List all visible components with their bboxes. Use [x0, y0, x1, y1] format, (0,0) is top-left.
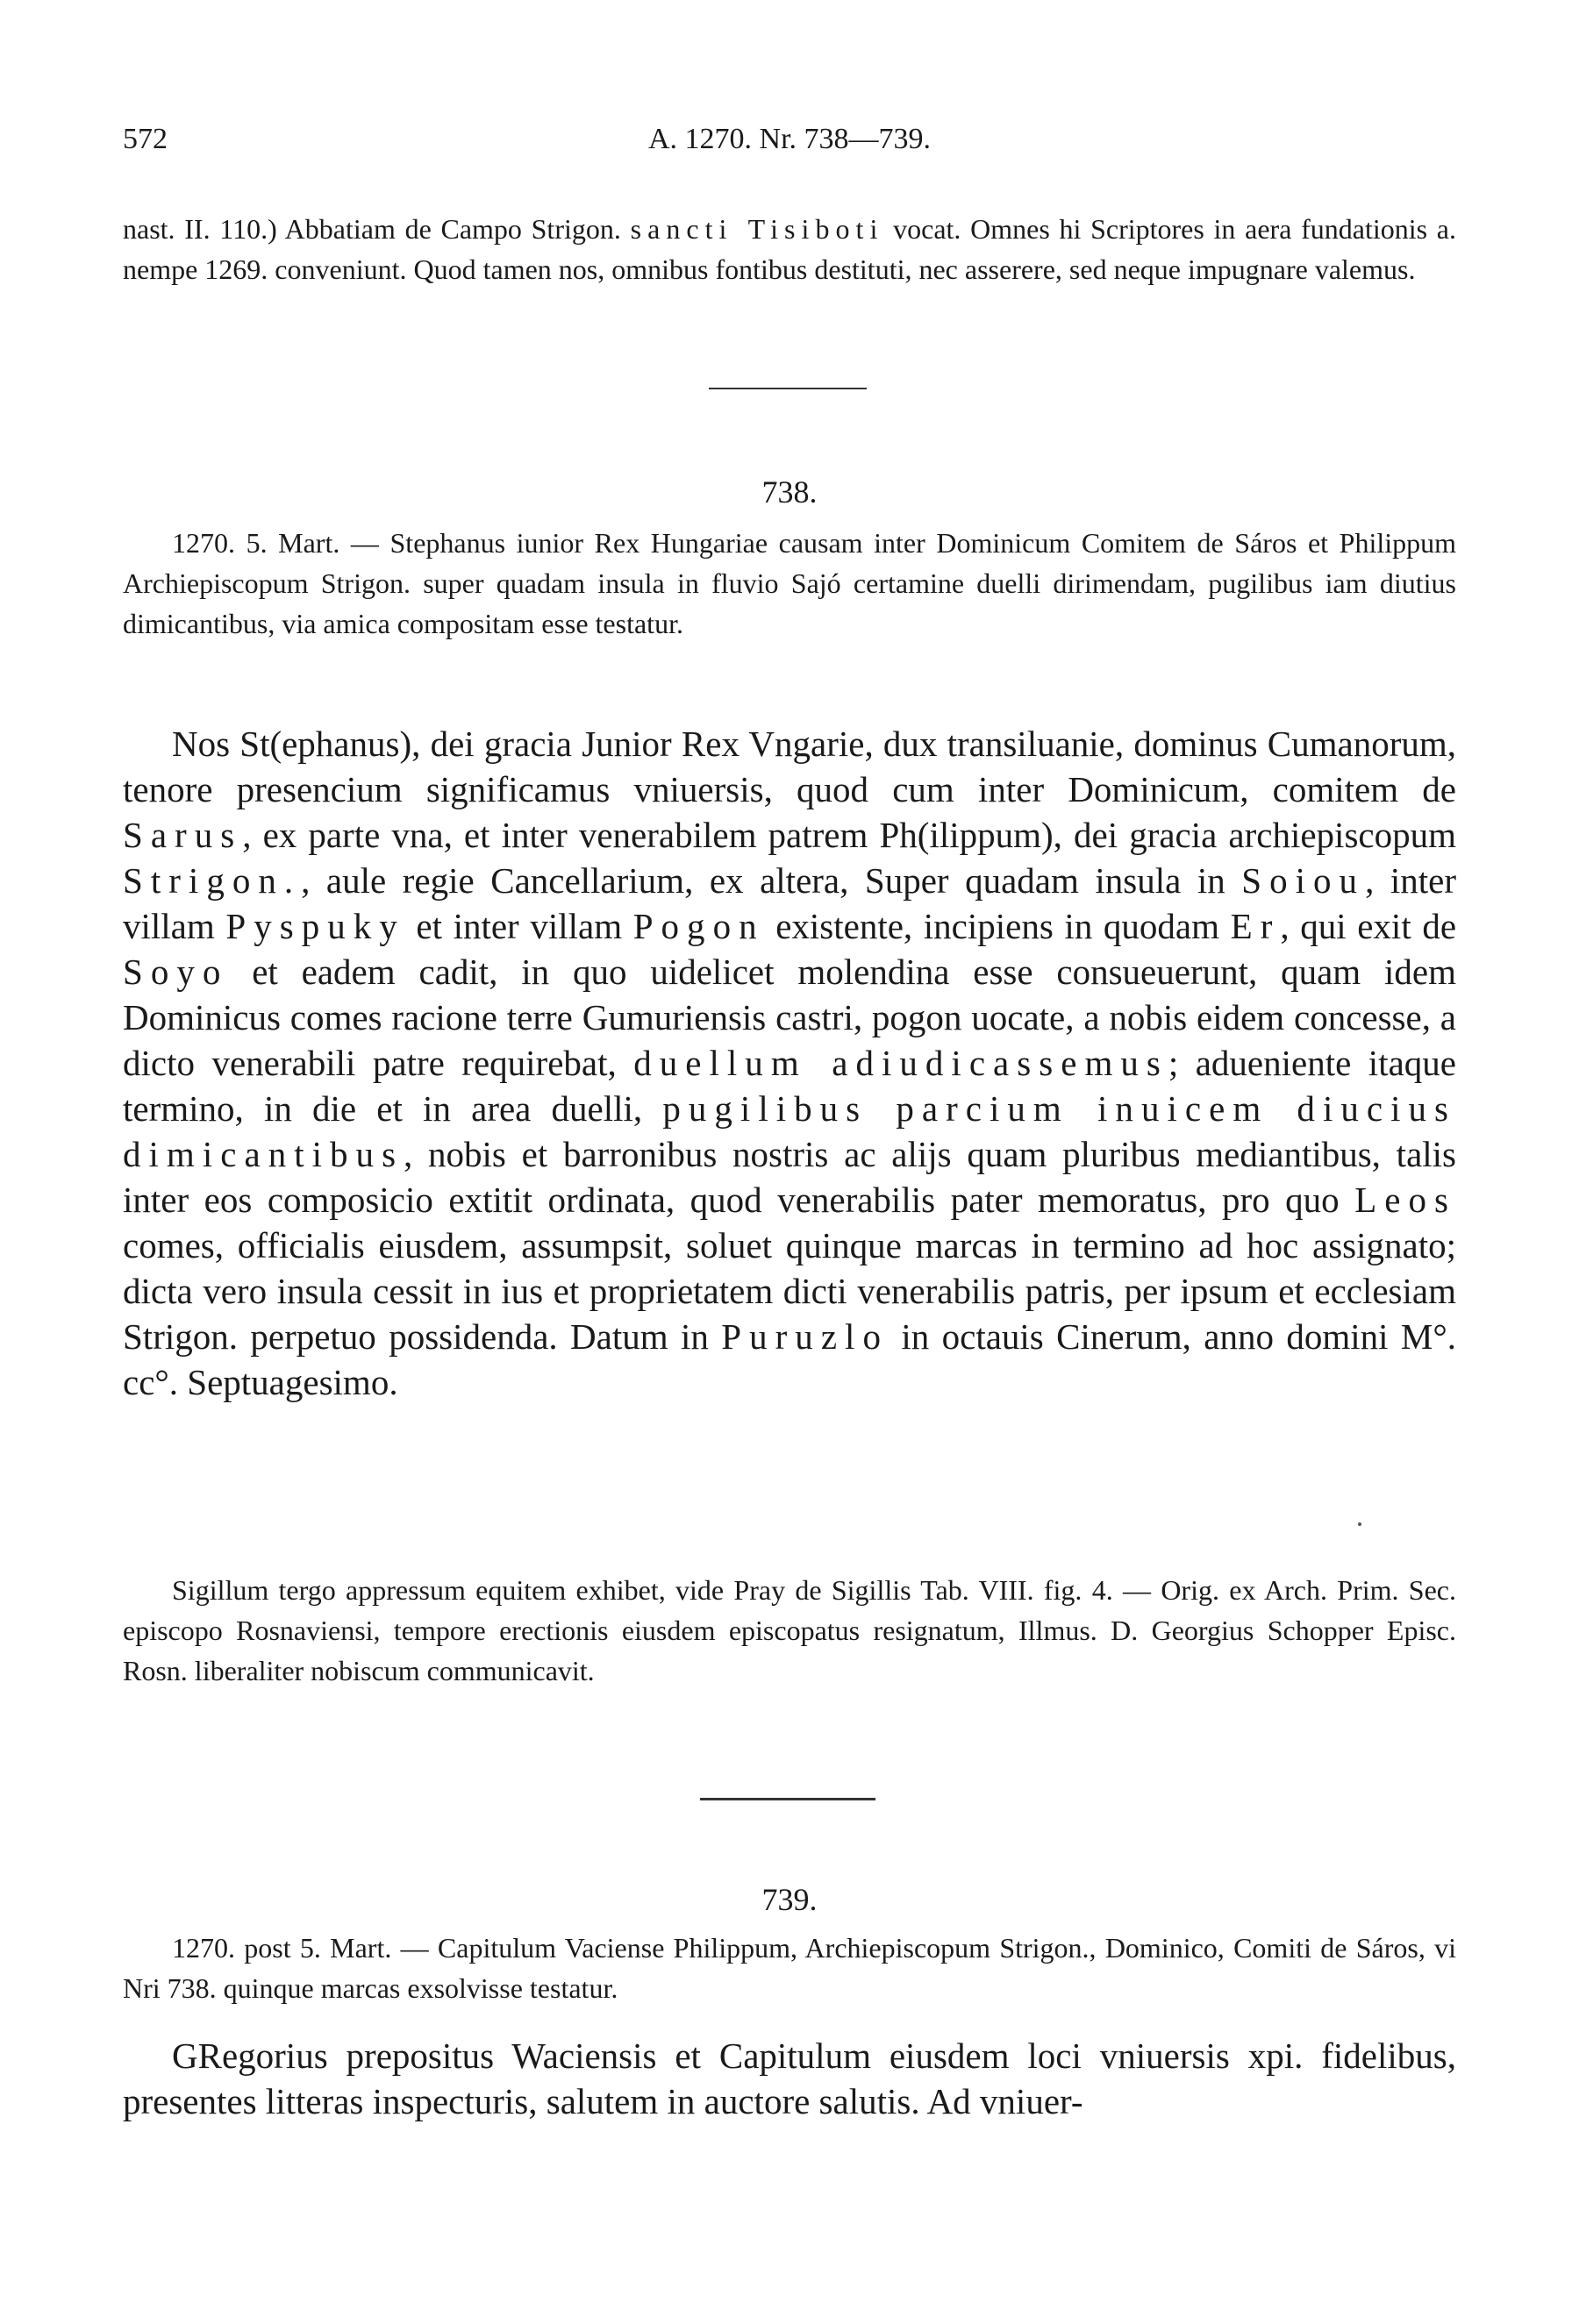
- doc739-number: 739.: [761, 1882, 818, 1917]
- intro-text-1: nast. II. 110.) Abbatiam de Campo Strigon.: [123, 213, 631, 245]
- intro-spaced-text: sancti Tisiboti: [630, 213, 884, 245]
- running-title: A. 1270. Nr. 738—739.: [647, 123, 932, 155]
- doc738-text-seg-14: et eadem cadit, in quo uidelicet molendina esse consueuerunt, quam idem Dominicus comes racione terre Gumuriensis castri, pogon uocate, a nobis eidem concesse, a dicto venerabili patre requirebat,: [123, 952, 1456, 1083]
- place-name-er: Er: [1230, 906, 1281, 946]
- doc738-text-seg-8: et inter villam: [404, 906, 633, 946]
- spaced-phrase-pugilibus: pugilibus parcium inuicem diucius dimicantibus: [123, 1088, 1456, 1174]
- doc739-summary: 1270. post 5. Mart. — Capitulum Vaciense Philippum, Archiepiscopum Strigon., Dominico, Comiti de Sáros, vi Nri 738. quinque marcas exsolvisse testatur.: [123, 1932, 1456, 2004]
- doc738-text-seg-6: , inter villam: [123, 860, 1456, 946]
- page-header: [123, 123, 1456, 167]
- place-name-pogon: Pogon: [632, 906, 765, 946]
- place-name-pyspuky: Pyspuky: [225, 906, 405, 946]
- doc738-text-seg-22: in octauis Cinerum, anno domini M°. cc°. Septuagesimo.: [123, 1316, 1456, 1402]
- doc738-text-seg-20: comes, officialis eiusdem, assumpsit, soluet quinque marcas in termino ad hoc assignato; dicta vero insula cessit in ius et proprietatem dicti venerabilis patris, per ipsum et ecclesiam Strigon. perpetuo possidenda. Datum in: [123, 1225, 1456, 1357]
- doc738-number: 738.: [761, 474, 818, 510]
- place-name-puruzlo: Puruzlo: [721, 1316, 889, 1357]
- separator-rule-1: [709, 388, 867, 389]
- stray-dot: [1358, 1522, 1361, 1526]
- spaced-phrase-duellum: duellum adiudicassemus: [633, 1043, 1168, 1083]
- place-name-soiou: Soiou: [1241, 860, 1366, 901]
- doc738-text-seg-10: existente, incipiens in quodam: [764, 906, 1231, 946]
- doc739-text: GRegorius prepositus Waciensis et Capitulum eiusdem loci vniuersis xpi. fidelibus, presentes litteras inspecturis, salutem in auctore salutis. Ad vniuer-: [123, 2035, 1456, 2121]
- separator-rule-2: [700, 1798, 875, 1800]
- intro-paragraph: [123, 209, 1456, 289]
- page-number: 572: [123, 123, 168, 155]
- doc738-text-seg-2: , ex parte vna, et inter venerabilem patrem Ph(ilippum), dei gracia archiepiscopum: [242, 815, 1456, 855]
- place-name-sarus: Sarus: [123, 815, 243, 855]
- doc738-text-seg-12: , qui exit de: [1280, 906, 1457, 946]
- doc738-text: [123, 721, 1456, 1405]
- doc738-text-seg-16: ; adueniente itaque termino, in die et in area duelli,: [123, 1043, 1456, 1129]
- place-name-soyo: Soyo: [123, 952, 229, 992]
- doc738-summary: 1270. 5. Mart. — Stephanus iunior Rex Hungariae causam inter Dominicum Comitem de Sáros et Philippum Archiepiscopum Strigon. super quadam insula in fluvio Sajó certamine duelli dirimendam, pugilibus iam diutius dimicantibus, via amica compositam esse testatur.: [123, 527, 1456, 639]
- doc738-text-seg-4: , aule regie Cancellarium, ex altera, Super quadam insula in: [301, 860, 1242, 901]
- doc738-text-seg-0: Nos St(ephanus), dei gracia Junior Rex Vngarie, dux transiluanie, dominus Cumanorum, tenore presencium significamus vniuersis, quod cum inter Dominicum, comitem de: [123, 724, 1456, 809]
- doc738-text-seg-18: , nobis et barronibus nostris ac alijs quam pluribus mediantibus, talis inter eos composicio extitit ordinata, quod venerabilis pater memoratus, pro quo: [123, 1134, 1456, 1220]
- person-name-leos: Leos: [1354, 1180, 1456, 1220]
- intro-text-2: vocat. Omnes hi Scriptores in aera fundationis a. nempe 1269. conveniunt. Quod tamen nos, omnibus fontibus destituti, nec asserere, sed neque impugnare valemus.: [123, 213, 1457, 285]
- doc738-note: Sigillum tergo appressum equitem exhibet, vide Pray de Sigillis Tab. VIII. fig. 4. — Orig. ex Arch. Prim. Sec. episcopo Rosnaviensi, tempore erectionis eiusdem episcopatus resignatum, Illmus. D. Georgius Schopper Episc. Rosn. liberaliter nobiscum communicavit.: [123, 1574, 1456, 1686]
- place-name-strigon: Strigon.: [123, 860, 302, 901]
